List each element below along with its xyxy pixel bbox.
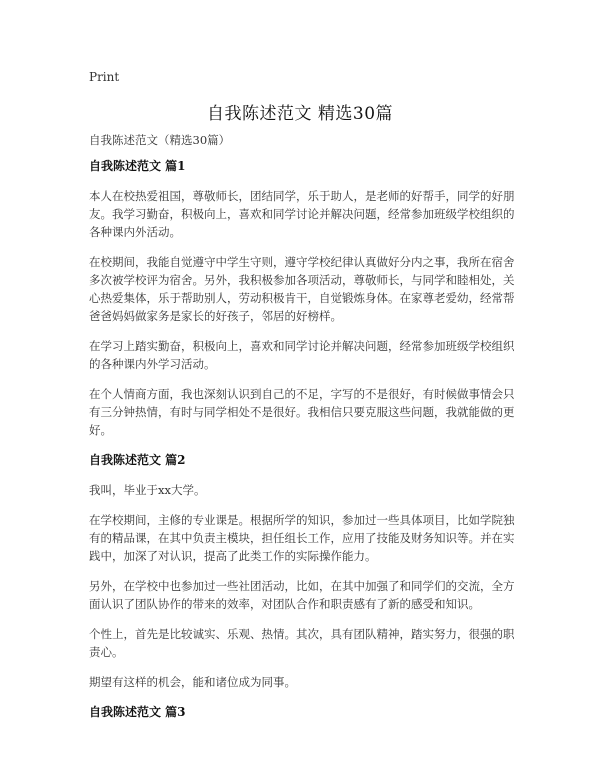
document-body [89,131,517,733]
paragraph: 个性上，首先是比较诚实、乐观、热情。其次，具有团队精神，踏实努力，很强的职责心。 [89,627,515,659]
paragraph: 我叫，毕业于xx大学。 [89,483,206,497]
section-heading-3: 自我陈述范文 篇3 [89,705,186,719]
paragraph: 在个人情商方面，我也深刻认识到自己的不足，字写的不是很好，有时候做事情会只有三分钟热情，有时与同学相处不是很好。我相信只要克服这些问题，我就能做的更好。 [89,387,515,437]
paragraph: 本人在校热爱祖国，尊敬师长，团结同学，乐于助人，是老师的好帮手，同学的好朋友。我学习勤奋，积极向上，喜欢和同学讨论并解决问题，经常参加班级学校组织的各种课内外活动。 [89,189,515,239]
section-heading-1: 自我陈述范文 篇1 [89,159,186,173]
page-title: 自我陈述范文 精选30篇 [206,104,394,124]
paragraph: 在学习上踏实勤奋，积极向上，喜欢和同学讨论并解决问题，经常参加班级学校组织的各种课内外学习活动。 [89,339,515,371]
paragraph: 在校期间，我能自觉遵守中学生守则，遵守学校纪律认真做好分内之事，我所在宿舍多次被学校评为宿舍。另外，我积极参加各项活动，尊敬师长，与同学和睦相处，关心热爱集体，乐于帮助别人，劳动积极肯干，自觉锻炼身体。在家尊老爱幼，经常帮爸爸妈妈做家务是家长的好孩子，邻居的好榜样。 [89,255,515,323]
paragraph: 期望有这样的机会，能和诸位成为同事。 [89,675,296,689]
print-label[interactable]: Print [89,70,120,84]
paragraph: 在学校期间，主修的专业课是。根据所学的知识，参加过一些具体项目，比如学院独有的精品课，在其中负责主模块，担任组长工作，应用了技能及财务知识等。并在实践中，加深了对认识，提高了此类工作的实际操作能力。 [89,513,515,563]
intro-line: 自我陈述范文（精选30篇） [89,133,231,147]
paragraph: 另外，在学校中也参加过一些社团活动，比如，在其中加强了和同学们的交流，全方面认识了团队协作的带来的效率，对团队合作和职责感有了新的感受和知识。 [89,579,515,611]
section-heading-2: 自我陈述范文 篇2 [89,453,186,467]
